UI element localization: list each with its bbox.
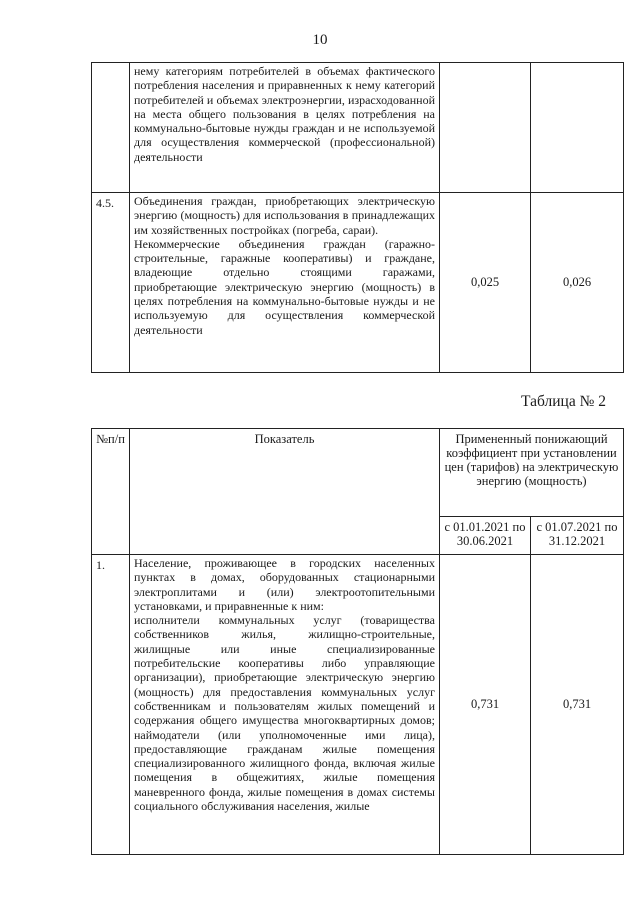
row-number: 1.: [92, 555, 130, 855]
table-row: [92, 63, 624, 193]
header-period-2: с 01.07.2021 по 31.12.2021: [531, 517, 624, 555]
row-description: [130, 193, 440, 373]
coef-second-half: 0,731: [531, 555, 624, 855]
description-paragraph: нему категориям потребителей в объемах фактического потребления населения и приравненных к нему категорий потребителей и объемах электроэнергии, израсходованной на места общего пользования в целях потребления на коммунально-бытовые нужды граждан и не используемой для осуществления коммерческой (профессиональной) деятельности: [134, 64, 435, 164]
row-number: [92, 63, 130, 193]
header-period-1: с 01.01.2021 по 30.06.2021: [440, 517, 531, 555]
coef-first-half: 0,025: [440, 193, 531, 373]
header-indicator: Показатель: [130, 429, 440, 555]
header-row: [92, 429, 624, 517]
row-description: [130, 63, 440, 193]
row-description: [130, 555, 440, 855]
header-number: №п/п: [92, 429, 130, 555]
description-paragraph: Некоммерческие объединения граждан (гаражно-строительные, гаражные кооперативы) и граждане, владеющие отдельно стоящими гаражами, приобретающие электрическую энергию (мощность) в целях потребления на коммунально-бытовые нужды и не используемую для осуществления коммерческой деятельности: [134, 236, 435, 337]
table-row: [92, 193, 624, 373]
coef-first-half: 0,731: [440, 555, 531, 855]
description-paragraph: исполнители коммунальных услуг (товарищества собственников жилья, жилищно-строительные, жилищные или иные специализированные потребительские кооперативы либо управляющие организации), приобретающие электрическую энергию (мощность) для предоставления коммунальных услуг собственникам и пользователям жилых помещений и содержания общего имущества многоквартирных домов; наймодатели (или уполномоченные ими лица), предоставляющие гражданам жилые помещения специализированного жилищного фонда, включая жилые помещения в общежитиях, жилые помещения маневренного фонда, жилые помещения в домах системы социального обслуживания населения, жилые: [134, 613, 435, 814]
row-number: 4.5.: [92, 193, 130, 373]
table-caption: Таблица № 2: [521, 393, 606, 410]
coef-second-half: 0,026: [531, 193, 624, 373]
coef-first-half: [440, 63, 531, 193]
header-coefficient: Примененный понижающий коэффициент при установлении цен (тарифов) на электрическую энергию (мощность): [440, 429, 624, 517]
tariff-table-2: [91, 428, 624, 855]
page-number: 10: [312, 32, 328, 48]
coef-second-half: [531, 63, 624, 193]
tariff-table-continued: [91, 62, 624, 373]
description-paragraph: Объединения граждан, приобретающих электрическую энергию (мощность) для использования в принадлежащих им хозяйственных постройках (погреба, сараи).: [134, 194, 435, 237]
description-paragraph: Население, проживающее в городских населенных пунктах в домах, оборудованных стационарными электроплитами и (или) электроотопительными установками, и приравненные к ним:: [134, 556, 435, 613]
table-row: [92, 555, 624, 855]
